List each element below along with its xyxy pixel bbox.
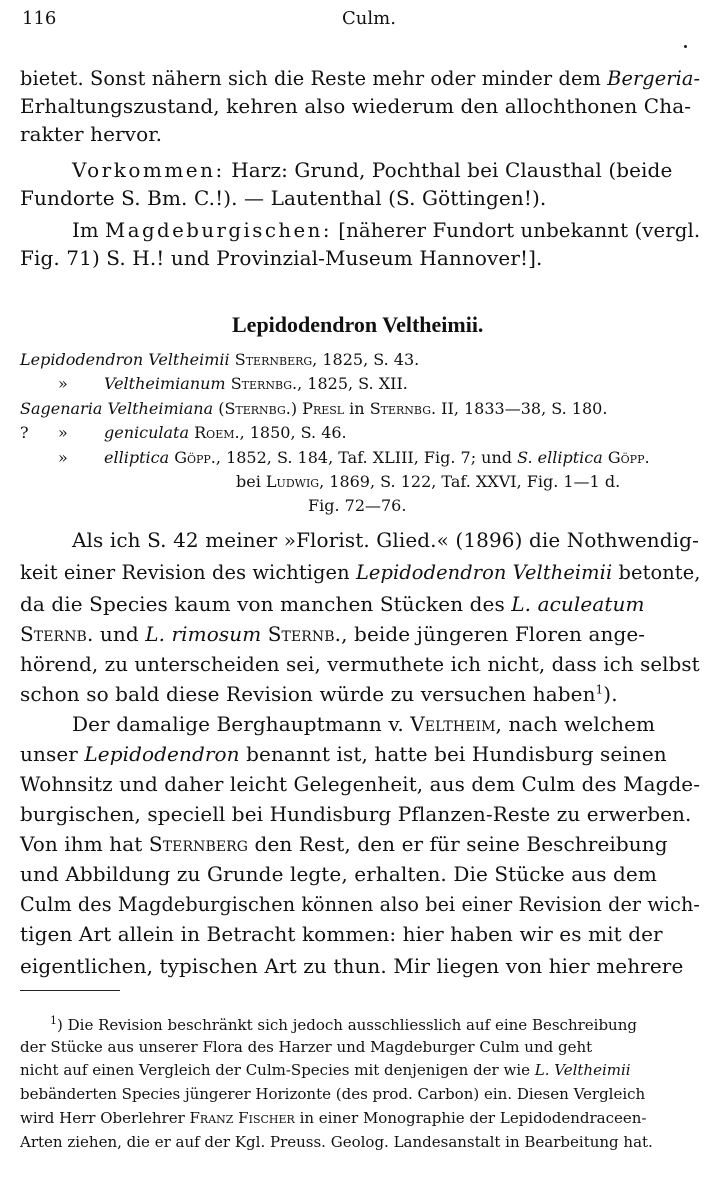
footnote-rule: [20, 990, 120, 991]
text-line: Von ihm hat Sternberg den Rest, den er für seine Beschreibung: [20, 832, 668, 856]
footnote-marker: 1: [595, 682, 604, 697]
synonym-entry: Veltheimianum Sternbg., 1825, S. XII.: [104, 374, 408, 393]
footnote-line: bebänderten Species jüngerer Horizonte (des prod. Carbon) ein. Diesen Vergleich: [20, 1085, 646, 1103]
synonym-entry: Sagenaria Veltheimiana (Sternbg.) Presl in Sternbg. II, 1833—38, S. 180.: [20, 399, 608, 418]
text-line: hörend, zu unterscheiden sei, vermuthete ich nicht, dass ich selbst: [20, 652, 700, 676]
text-line: burgischen, speciell bei Hundisburg Pflanzen-Reste zu erwerben.: [20, 802, 692, 826]
synonym-entry: »: [58, 448, 68, 467]
footnote-line: $^1$) Die Revision beschränkt sich jedoch ausschliesslich auf eine Beschreibung: [50, 1014, 637, 1034]
text-line: unser Lepidodendron benannt ist, hatte bei Hundisburg seinen: [20, 742, 667, 766]
text-line: schon so bald diese Revision würde zu versuchen haben$^1$).: [20, 682, 618, 706]
synonym-entry: »: [58, 374, 68, 393]
section-title: Lepidodendron Veltheimii.: [232, 312, 484, 337]
synonym-entry: ?: [20, 423, 29, 442]
text-line: da die Species kaum von manchen Stücken des L. aculeatum: [20, 592, 645, 616]
synonym-entry: bei Ludwig, 1869, S. 122, Taf. XXVI, Fig. 1—1 d.: [236, 472, 621, 491]
page-number: 116: [22, 8, 57, 29]
text-line: Fig. 71) S. H.! und Provinzial-Museum Hannover!].: [20, 246, 543, 270]
footnote-line: nicht auf einen Vergleich der Culm-Species mit denjenigen der wie L. Veltheimii: [20, 1061, 631, 1079]
synonym-entry: elliptica Göpp., 1852, S. 184, Taf. XLIII, Fig. 7; und S. elliptica Göpp.: [104, 448, 650, 467]
text-line: Erhaltungszustand, kehren also wiederum den allochthonen Cha-: [20, 94, 692, 118]
figure-reference: Fig. 72—76.: [308, 496, 407, 515]
text-line: Als ich S. 42 meiner »Florist. Glied.« (1896) die Nothwendig-: [72, 528, 699, 552]
text-line: rakter hervor.: [20, 122, 163, 146]
text-line: keit einer Revision des wichtigen Lepidodendron Veltheimii betonte,: [20, 560, 701, 584]
page-speck: [684, 45, 687, 48]
text-line: Vorkommen: Harz: Grund, Pochthal bei Clausthal (beide: [72, 158, 673, 182]
synonym-entry: geniculata Roem., 1850, S. 46.: [104, 423, 347, 442]
text-line: Im Magdeburgischen: [näherer Fundort unbekannt (vergl.: [72, 218, 701, 242]
text-line: Culm des Magdeburgischen können also bei einer Revision der wich-: [20, 892, 700, 916]
text-line: Fundorte S. Bm. C.!). — Lautenthal (S. Göttingen!).: [20, 186, 547, 210]
text-line: Sternb. und L. rimosum Sternb., beide jüngeren Floren ange-: [20, 622, 646, 646]
footnote-line: Arten ziehen, die er auf der Kgl. Preuss. Geolog. Landesanstalt in Bearbeitung hat.: [20, 1133, 653, 1151]
text-line: und Abbildung zu Grunde legte, erhalten. Die Stücke aus dem: [20, 862, 657, 886]
synonym-entry: Lepidodendron Veltheimii Sternberg, 1825, S. 43.: [20, 350, 420, 369]
text-line: Der damalige Berghauptmann v. Veltheim, nach welchem: [72, 712, 656, 736]
footnote-line: wird Herr Oberlehrer Franz Fischer in einer Monographie der Lepidodendraceen-: [20, 1109, 647, 1127]
synonym-entry: »: [58, 423, 68, 442]
text-line: tigen Art allein in Betracht kommen: hier haben wir es mit der: [20, 922, 663, 946]
running-title: Culm.: [342, 8, 396, 29]
footnote-line: der Stücke aus unserer Flora des Harzer und Magdeburger Culm und geht: [20, 1038, 593, 1056]
text-line: eigentlichen, typischen Art zu thun. Mir liegen von hier mehrere: [20, 954, 684, 978]
text-line: Wohnsitz und daher leicht Gelegenheit, aus dem Culm des Magde-: [20, 772, 701, 796]
text-line: bietet. Sonst nähern sich die Reste mehr oder minder dem Bergeria-: [20, 66, 701, 90]
